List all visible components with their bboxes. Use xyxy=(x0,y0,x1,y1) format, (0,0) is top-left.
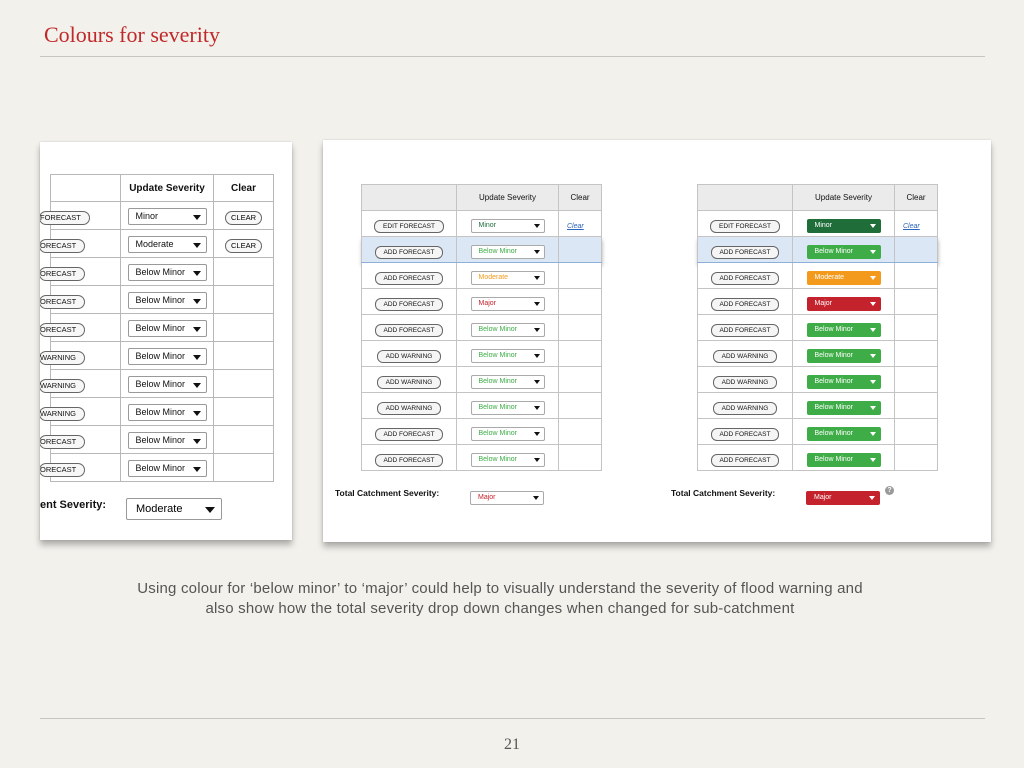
action-cell xyxy=(362,393,457,419)
action-button[interactable]: ADD FORECAST xyxy=(375,272,444,285)
action-button[interactable]: ADD WARNING xyxy=(377,350,442,363)
table-header-update-severity: Update Severity xyxy=(793,185,895,211)
action-cell xyxy=(40,230,121,258)
slide-title: Colours for severity xyxy=(44,22,220,47)
table-header-clear: Clear xyxy=(559,185,602,211)
severity-select[interactable] xyxy=(471,427,545,441)
severity-select[interactable] xyxy=(807,453,881,467)
severity-value: Below Minor xyxy=(478,352,518,359)
chevron-down-icon xyxy=(205,507,215,513)
severity-value: Below Minor xyxy=(135,407,186,417)
table-row xyxy=(698,315,938,341)
severity-value: Major xyxy=(478,300,497,307)
footer-divider xyxy=(40,718,985,719)
action-cell xyxy=(698,263,793,289)
severity-cell xyxy=(457,315,559,341)
clear-cell xyxy=(214,370,274,398)
mockup-original xyxy=(40,142,292,540)
table-row xyxy=(362,419,602,445)
table-row xyxy=(51,202,274,230)
clear-link[interactable]: Clear xyxy=(903,222,920,230)
chevron-down-icon xyxy=(870,354,876,358)
chevron-down-icon xyxy=(193,271,201,276)
table-header-clear: Clear xyxy=(895,185,938,211)
action-button[interactable]: ORECAST xyxy=(40,323,85,337)
action-cell xyxy=(40,454,121,482)
severity-cell xyxy=(121,230,214,258)
clear-cell xyxy=(559,445,602,471)
action-button[interactable]: ADD WARNING xyxy=(713,402,778,415)
severity-cell xyxy=(457,263,559,289)
severity-cell xyxy=(793,341,895,367)
table-header-clear: Clear xyxy=(214,175,274,202)
table-row xyxy=(51,258,274,286)
severity-select[interactable] xyxy=(807,401,881,415)
severity-select[interactable] xyxy=(807,219,881,233)
table-row xyxy=(698,419,938,445)
severity-select[interactable] xyxy=(471,349,545,363)
severity-cell xyxy=(457,367,559,393)
severity-cell xyxy=(121,398,214,426)
slide-caption xyxy=(60,579,940,619)
clear-cell xyxy=(559,315,602,341)
severity-value: Below Minor xyxy=(814,404,854,411)
severity-value: Below Minor xyxy=(135,379,186,389)
chevron-down-icon xyxy=(870,380,876,384)
total-catchment-severity-select[interactable] xyxy=(470,486,544,505)
action-cell xyxy=(362,289,457,315)
severity-cell xyxy=(121,286,214,314)
chevron-down-icon xyxy=(534,224,540,228)
clear-cell xyxy=(895,419,938,445)
severity-cell xyxy=(121,426,214,454)
action-button[interactable]: ADD FORECAST xyxy=(711,324,780,337)
severity-value: Below Minor xyxy=(478,430,518,437)
severity-value: Below Minor xyxy=(814,326,854,333)
chevron-down-icon xyxy=(193,355,201,360)
action-cell xyxy=(698,341,793,367)
action-cell xyxy=(40,202,121,230)
chevron-down-icon xyxy=(534,328,540,332)
action-button[interactable]: ADD FORECAST xyxy=(375,428,444,441)
severity-select[interactable] xyxy=(128,320,207,337)
total-severity-select[interactable] xyxy=(126,498,222,520)
table-row-highlighted xyxy=(698,237,938,263)
severity-select[interactable] xyxy=(128,376,207,393)
clear-cell xyxy=(895,393,938,419)
severity-cell xyxy=(457,289,559,315)
table-row xyxy=(362,289,602,315)
action-button[interactable]: ADD FORECAST xyxy=(375,454,444,467)
severity-select[interactable] xyxy=(807,245,881,259)
action-button[interactable]: ORECAST xyxy=(40,435,85,449)
chevron-down-icon xyxy=(534,380,540,384)
chevron-down-icon xyxy=(534,458,540,462)
severity-cell xyxy=(793,419,895,445)
chevron-down-icon xyxy=(870,276,876,280)
clear-cell xyxy=(214,454,274,482)
action-cell xyxy=(362,211,457,237)
action-button[interactable]: ADD FORECAST xyxy=(711,428,780,441)
severity-table-filled-colours xyxy=(697,184,938,471)
action-button[interactable]: ADD WARNING xyxy=(377,376,442,389)
table-row xyxy=(698,445,938,471)
clear-cell xyxy=(559,367,602,393)
chevron-down-icon xyxy=(533,496,539,500)
severity-cell xyxy=(121,342,214,370)
chevron-down-icon xyxy=(534,250,540,254)
chevron-down-icon xyxy=(193,411,201,416)
clear-cell xyxy=(895,341,938,367)
chevron-down-icon xyxy=(870,406,876,410)
table-row-highlighted xyxy=(362,237,602,263)
action-button[interactable]: WARNING xyxy=(40,351,85,365)
severity-cell xyxy=(793,367,895,393)
action-button[interactable]: FORECAST xyxy=(40,211,90,225)
clear-cell xyxy=(895,445,938,471)
mockup-colour-comparison xyxy=(323,140,991,542)
severity-select[interactable] xyxy=(128,236,207,253)
severity-select[interactable] xyxy=(807,375,881,389)
action-button[interactable]: WARNING xyxy=(40,407,85,421)
clear-cell xyxy=(214,314,274,342)
severity-select[interactable] xyxy=(128,460,207,477)
clear-cell xyxy=(559,211,602,237)
severity-select[interactable] xyxy=(128,264,207,281)
table-row xyxy=(51,454,274,482)
action-cell xyxy=(362,237,457,263)
action-cell xyxy=(40,314,121,342)
action-button[interactable]: ORECAST xyxy=(40,267,85,281)
severity-select[interactable] xyxy=(807,349,881,363)
total-catchment-severity-label: Total Catchment Severity: xyxy=(671,488,776,498)
severity-select[interactable] xyxy=(471,453,545,467)
help-icon[interactable]: ? xyxy=(885,486,894,495)
severity-cell xyxy=(457,237,559,263)
chevron-down-icon xyxy=(870,328,876,332)
action-button[interactable]: ADD WARNING xyxy=(713,350,778,363)
severity-cell xyxy=(793,237,895,263)
severity-value: Moderate xyxy=(478,274,509,281)
clear-cell xyxy=(895,367,938,393)
clear-cell xyxy=(214,426,274,454)
table-row xyxy=(51,314,274,342)
table-header-update-severity: Update Severity xyxy=(121,175,214,202)
table-row xyxy=(362,263,602,289)
total-catchment-severity-select[interactable] xyxy=(806,486,880,505)
action-cell xyxy=(40,258,121,286)
severity-select[interactable] xyxy=(128,432,207,449)
severity-cell xyxy=(457,419,559,445)
action-cell xyxy=(362,315,457,341)
severity-value: Below Minor xyxy=(135,267,186,277)
severity-cell xyxy=(793,393,895,419)
clear-cell xyxy=(214,202,274,230)
severity-select[interactable] xyxy=(471,323,545,337)
table-row xyxy=(51,398,274,426)
action-cell xyxy=(698,289,793,315)
table-row xyxy=(362,445,602,471)
severity-cell xyxy=(121,454,214,482)
table-header-blank xyxy=(362,185,457,211)
severity-select[interactable] xyxy=(471,401,545,415)
action-button[interactable]: ADD FORECAST xyxy=(375,246,444,259)
severity-cell xyxy=(793,211,895,237)
table-row xyxy=(362,315,602,341)
action-button[interactable]: ADD WARNING xyxy=(377,402,442,415)
severity-value: Below Minor xyxy=(135,435,186,445)
severity-select[interactable] xyxy=(471,271,545,285)
severity-value: Below Minor xyxy=(135,323,186,333)
severity-cell xyxy=(121,314,214,342)
action-cell xyxy=(40,398,121,426)
action-cell xyxy=(698,211,793,237)
severity-cell xyxy=(121,202,214,230)
severity-value: Minor xyxy=(478,222,497,229)
action-cell xyxy=(40,342,121,370)
action-button[interactable]: ADD FORECAST xyxy=(711,272,780,285)
table-row xyxy=(362,393,602,419)
chevron-down-icon xyxy=(534,354,540,358)
action-button[interactable]: EDIT FORECAST xyxy=(374,220,444,233)
severity-value: Below Minor xyxy=(135,295,186,305)
action-button[interactable]: ADD FORECAST xyxy=(375,298,444,311)
severity-table-original xyxy=(40,174,274,482)
table-header-blank xyxy=(698,185,793,211)
action-cell xyxy=(362,341,457,367)
severity-cell xyxy=(121,258,214,286)
action-cell xyxy=(698,367,793,393)
severity-select[interactable] xyxy=(128,348,207,365)
caption-line-2: also show how the total severity drop down changes when changed for sub-catchment xyxy=(205,600,795,617)
severity-cell xyxy=(793,289,895,315)
page-number: 21 xyxy=(504,736,520,753)
action-button[interactable]: ADD WARNING xyxy=(713,376,778,389)
severity-cell xyxy=(121,370,214,398)
severity-select[interactable] xyxy=(807,427,881,441)
action-button[interactable]: ORECAST xyxy=(40,295,85,309)
severity-value: Minor xyxy=(135,211,159,221)
action-cell xyxy=(40,370,121,398)
chevron-down-icon xyxy=(869,496,875,500)
severity-value: Below Minor xyxy=(478,404,518,411)
chevron-down-icon xyxy=(193,467,201,472)
severity-value: Below Minor xyxy=(478,248,518,255)
severity-select[interactable] xyxy=(128,404,207,421)
chevron-down-icon xyxy=(870,458,876,462)
table-row xyxy=(698,367,938,393)
total-severity-label: ent Severity: xyxy=(40,499,107,511)
action-button[interactable]: WARNING xyxy=(40,379,85,393)
severity-value: Below Minor xyxy=(478,378,518,385)
table-row xyxy=(362,367,602,393)
severity-select[interactable] xyxy=(471,297,545,311)
severity-cell xyxy=(793,263,895,289)
chevron-down-icon xyxy=(870,432,876,436)
total-severity-value: Moderate xyxy=(136,503,183,515)
clear-cell xyxy=(214,230,274,258)
action-cell xyxy=(698,419,793,445)
action-cell xyxy=(362,419,457,445)
clear-cell xyxy=(895,289,938,315)
action-cell xyxy=(40,286,121,314)
table-row xyxy=(362,341,602,367)
clear-link[interactable]: Clear xyxy=(567,222,584,230)
action-cell xyxy=(362,367,457,393)
severity-cell xyxy=(793,445,895,471)
chevron-down-icon xyxy=(870,224,876,228)
clear-button[interactable]: CLEAR xyxy=(225,239,262,253)
clear-button[interactable]: CLEAR xyxy=(225,211,262,225)
clear-cell xyxy=(214,286,274,314)
clear-cell xyxy=(895,263,938,289)
clear-cell xyxy=(559,237,602,263)
action-cell xyxy=(698,237,793,263)
clear-cell xyxy=(559,419,602,445)
severity-cell xyxy=(457,341,559,367)
severity-value: Below Minor xyxy=(814,456,854,463)
chevron-down-icon xyxy=(534,276,540,280)
table-row xyxy=(698,393,938,419)
chevron-down-icon xyxy=(193,215,201,220)
action-button[interactable]: ADD FORECAST xyxy=(711,454,780,467)
severity-value: Below Minor xyxy=(135,351,186,361)
chevron-down-icon xyxy=(534,302,540,306)
chevron-down-icon xyxy=(193,327,201,332)
clear-cell xyxy=(895,211,938,237)
action-button[interactable]: ORECAST xyxy=(40,239,85,253)
severity-select[interactable] xyxy=(128,292,207,309)
severity-cell xyxy=(457,211,559,237)
total-severity-value: Major xyxy=(814,494,832,501)
table-row xyxy=(51,342,274,370)
severity-value: Minor xyxy=(814,222,833,229)
severity-cell xyxy=(457,393,559,419)
clear-cell xyxy=(559,289,602,315)
clear-cell xyxy=(895,237,938,263)
action-button[interactable]: ADD FORECAST xyxy=(375,324,444,337)
table-row xyxy=(51,286,274,314)
severity-cell xyxy=(793,315,895,341)
table-row xyxy=(698,211,938,237)
severity-value: Moderate xyxy=(814,274,845,281)
severity-value: Below Minor xyxy=(135,463,186,473)
table-row xyxy=(698,289,938,315)
action-button[interactable]: EDIT FORECAST xyxy=(710,220,780,233)
severity-value: Below Minor xyxy=(814,378,854,385)
severity-select[interactable] xyxy=(807,271,881,285)
table-row xyxy=(51,426,274,454)
severity-value: Below Minor xyxy=(814,248,854,255)
clear-cell xyxy=(559,263,602,289)
action-button[interactable]: ADD FORECAST xyxy=(711,246,780,259)
severity-select[interactable] xyxy=(471,219,545,233)
action-cell xyxy=(698,445,793,471)
action-cell xyxy=(698,315,793,341)
chevron-down-icon xyxy=(534,432,540,436)
severity-cell xyxy=(457,445,559,471)
severity-value: Below Minor xyxy=(814,430,854,437)
table-row xyxy=(698,263,938,289)
severity-value: Major xyxy=(814,300,833,307)
severity-select[interactable] xyxy=(807,297,881,311)
action-button[interactable]: ORECAST xyxy=(40,463,85,477)
clear-cell xyxy=(214,398,274,426)
chevron-down-icon xyxy=(193,243,201,248)
table-row xyxy=(51,370,274,398)
severity-value: Below Minor xyxy=(478,456,518,463)
severity-select[interactable] xyxy=(471,375,545,389)
total-severity-value: Major xyxy=(478,494,496,501)
chevron-down-icon xyxy=(534,406,540,410)
table-row xyxy=(362,211,602,237)
chevron-down-icon xyxy=(193,299,201,304)
severity-select[interactable] xyxy=(807,323,881,337)
title-divider xyxy=(40,56,985,57)
clear-cell xyxy=(214,258,274,286)
total-catchment-severity-label: Total Catchment Severity: xyxy=(335,488,440,498)
severity-value: Below Minor xyxy=(478,326,518,333)
severity-value: Moderate xyxy=(135,239,174,249)
table-row xyxy=(51,230,274,258)
severity-table-outline-colours xyxy=(361,184,602,471)
action-cell xyxy=(698,393,793,419)
table-header-blank xyxy=(51,175,121,202)
severity-select[interactable] xyxy=(128,208,207,225)
clear-cell xyxy=(559,341,602,367)
chevron-down-icon xyxy=(870,250,876,254)
severity-value: Below Minor xyxy=(814,352,854,359)
chevron-down-icon xyxy=(193,439,201,444)
caption-line-1: Using colour for ‘below minor’ to ‘major’ could help to visually understand the severity of flood warning and xyxy=(137,580,863,597)
chevron-down-icon xyxy=(870,302,876,306)
table-header-update-severity: Update Severity xyxy=(457,185,559,211)
table-row xyxy=(698,341,938,367)
severity-select[interactable] xyxy=(471,245,545,259)
action-button[interactable]: ADD FORECAST xyxy=(711,298,780,311)
chevron-down-icon xyxy=(193,383,201,388)
clear-cell xyxy=(559,393,602,419)
clear-cell xyxy=(895,315,938,341)
action-cell xyxy=(362,445,457,471)
clear-cell xyxy=(214,342,274,370)
action-cell xyxy=(362,263,457,289)
action-cell xyxy=(40,426,121,454)
